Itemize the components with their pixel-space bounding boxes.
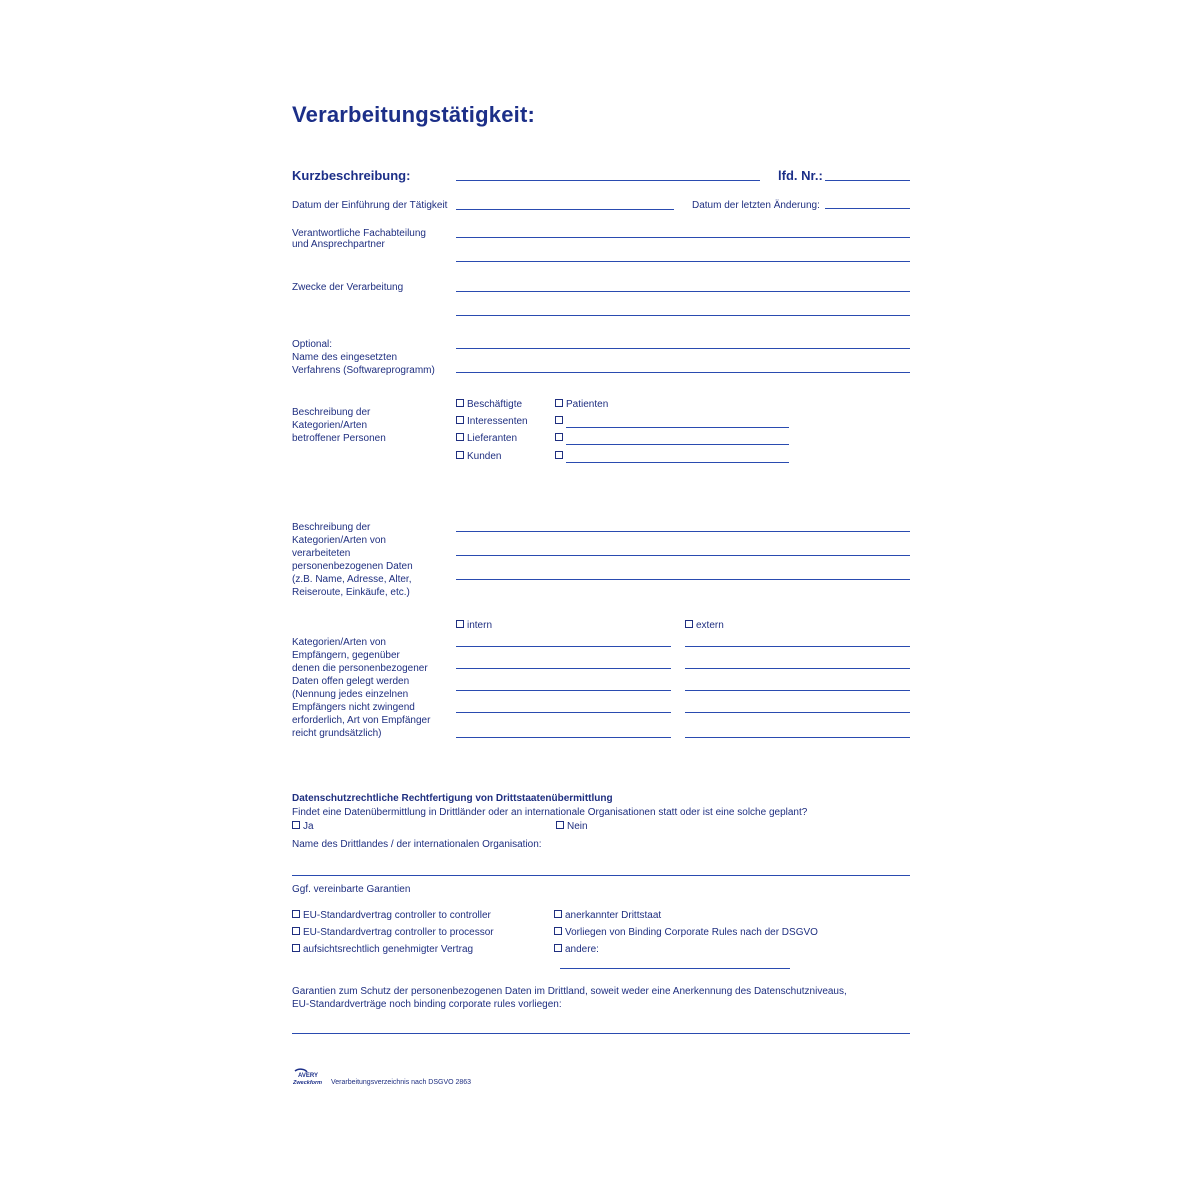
checkbox-icon[interactable] (555, 416, 563, 424)
checkbox-icon[interactable] (292, 927, 300, 935)
fachabteilung-label-2: und Ansprechpartner (292, 239, 385, 250)
checkbox-icon[interactable] (556, 821, 564, 829)
extern-field-3[interactable] (685, 690, 910, 691)
optional-label-3: Verfahrens (Softwareprogramm) (292, 365, 435, 376)
datum-einfuehrung-field[interactable] (456, 209, 674, 210)
checkbox-icon[interactable] (292, 944, 300, 952)
custom-person-field-3[interactable] (566, 462, 789, 463)
extern-field-4[interactable] (685, 712, 910, 713)
optional-label-2: Name des eingesetzten (292, 352, 398, 363)
fachabteilung-label: Verantwortliche Fachabteilung (292, 228, 426, 239)
software-field[interactable] (456, 348, 910, 349)
drittstaat-question: Findet eine Datenübermittlung in Drittländer oder an internationale Organisationen statt oder ist eine solche geplant? (292, 807, 808, 818)
avery-zweckform-logo (293, 1068, 325, 1088)
kurzbeschreibung-label: Kurzbeschreibung: (292, 168, 411, 183)
kurzbeschreibung-field[interactable] (456, 180, 760, 181)
checkbox-icon[interactable] (456, 620, 464, 628)
daten-label-6: Reiseroute, Einkäufe, etc.) (292, 587, 410, 598)
checkbox-custom-2[interactable] (555, 432, 566, 445)
personen-label: Beschreibung der (292, 407, 371, 418)
schutz-label-2: EU-Standardverträge noch binding corporate rules vorliegen: (292, 999, 562, 1010)
empfaenger-label-4: Daten offen gelegt werden (292, 676, 410, 687)
datum-aenderung-field[interactable] (825, 208, 910, 209)
datum-aenderung-label: Datum der letzten Änderung: (692, 200, 820, 211)
checkbox-icon[interactable] (685, 620, 693, 628)
checkbox-vertrag[interactable]: aufsichtsrechtlich genehmigter Vertrag (292, 943, 473, 956)
personen-label-2: Kategorien/Arten (292, 420, 368, 431)
intern-field-3[interactable] (456, 690, 671, 691)
checkbox-icon[interactable] (554, 927, 562, 935)
checkbox-lieferanten[interactable]: Lieferanten (456, 432, 517, 445)
drittland-name-field[interactable] (292, 875, 910, 876)
checkbox-eu-c2c[interactable]: EU-Standardvertrag controller to controller (292, 909, 491, 922)
checkbox-icon[interactable] (456, 451, 464, 459)
daten-label-4: personenbezogenen Daten (292, 561, 413, 572)
checkbox-icon[interactable] (456, 433, 464, 441)
empfaenger-label-8: reicht grundsätzlich) (292, 728, 382, 739)
drittstaat-heading: Datenschutzrechtliche Rechtfertigung von Drittstaatenübermittlung (292, 793, 613, 804)
empfaenger-label: Kategorien/Arten von (292, 637, 386, 648)
svg-text:Zweckform: Zweckform (293, 1080, 323, 1086)
custom-person-field-1[interactable] (566, 427, 789, 428)
datum-einfuehrung-label: Datum der Einführung der Tätigkeit (292, 200, 448, 211)
extern-field-2[interactable] (685, 668, 910, 669)
daten-field-2[interactable] (456, 555, 910, 556)
page-title: Verarbeitungstätigkeit: (292, 102, 535, 127)
schutz-label: Garantien zum Schutz der personenbezogenen Daten im Drittland, soweit weder eine Anerkennung des Datenschutzniveaus, (292, 986, 847, 997)
checkbox-eu-c2p[interactable]: EU-Standardvertrag controller to processor (292, 926, 494, 939)
daten-label-5: (z.B. Name, Adresse, Alter, (292, 574, 412, 585)
checkbox-interessenten[interactable]: Interessenten (456, 415, 528, 428)
intern-field-4[interactable] (456, 712, 671, 713)
intern-field-5[interactable] (456, 737, 671, 738)
fachabteilung-field-2[interactable] (456, 261, 910, 262)
empfaenger-label-6: Empfängers nicht zwingend (292, 702, 415, 713)
empfaenger-label-3: denen die personenbezogener (292, 663, 428, 674)
checkbox-ja[interactable]: Ja (292, 820, 314, 833)
checkbox-patienten[interactable]: Patienten (555, 398, 608, 411)
checkbox-icon[interactable] (456, 399, 464, 407)
intern-field-1[interactable] (456, 646, 671, 647)
empfaenger-label-2: Empfängern, gegenüber (292, 650, 400, 661)
checkbox-custom-1[interactable] (555, 415, 566, 428)
zwecke-field[interactable] (456, 291, 910, 292)
checkbox-icon[interactable] (292, 910, 300, 918)
lfd-nr-label: lfd. Nr.: (778, 168, 823, 183)
checkbox-icon[interactable] (292, 821, 300, 829)
checkbox-bcr[interactable]: Vorliegen von Binding Corporate Rules nach der DSGVO (554, 926, 818, 939)
checkbox-icon[interactable] (554, 944, 562, 952)
checkbox-beschaeftigte[interactable]: Beschäftigte (456, 398, 522, 411)
personen-label-3: betroffener Personen (292, 433, 386, 444)
extern-field-1[interactable] (685, 646, 910, 647)
software-field-2[interactable] (456, 372, 910, 373)
zwecke-label: Zwecke der Verarbeitung (292, 282, 404, 293)
checkbox-extern[interactable]: extern (685, 619, 724, 632)
checkbox-icon[interactable] (554, 910, 562, 918)
lfd-nr-field[interactable] (825, 180, 910, 181)
garantien-label: Ggf. vereinbarte Garantien (292, 884, 411, 895)
schutz-field[interactable] (292, 1033, 910, 1034)
daten-field[interactable] (456, 531, 910, 532)
daten-label-3: verarbeiteten (292, 548, 351, 559)
empfaenger-label-7: erforderlich, Art von Empfänger (292, 715, 431, 726)
footer-text: Verarbeitungsverzeichnis nach DSGVO 2863 (331, 1079, 472, 1086)
custom-person-field-2[interactable] (566, 444, 789, 445)
checkbox-icon[interactable] (555, 451, 563, 459)
extern-field-5[interactable] (685, 737, 910, 738)
svg-text:AVERY: AVERY (298, 1073, 319, 1079)
drittland-name-label: Name des Drittlandes / der internationalen Organisation: (292, 839, 542, 850)
fachabteilung-field[interactable] (456, 237, 910, 238)
daten-label: Beschreibung der (292, 522, 371, 533)
daten-field-3[interactable] (456, 579, 910, 580)
checkbox-icon[interactable] (456, 416, 464, 424)
checkbox-icon[interactable] (555, 399, 563, 407)
checkbox-intern[interactable]: intern (456, 619, 492, 632)
checkbox-custom-3[interactable] (555, 450, 566, 463)
optional-label: Optional: (292, 339, 333, 350)
checkbox-kunden[interactable]: Kunden (456, 450, 501, 463)
intern-field-2[interactable] (456, 668, 671, 669)
checkbox-nein[interactable]: Nein (556, 820, 588, 833)
checkbox-drittstaat[interactable]: anerkannter Drittstaat (554, 909, 661, 922)
empfaenger-label-5: (Nennung jedes einzelnen (292, 689, 409, 700)
checkbox-andere[interactable]: andere: (554, 943, 599, 956)
checkbox-icon[interactable] (555, 433, 563, 441)
zwecke-field-2[interactable] (456, 315, 910, 316)
andere-field[interactable] (560, 968, 790, 969)
daten-label-2: Kategorien/Arten von (292, 535, 386, 546)
